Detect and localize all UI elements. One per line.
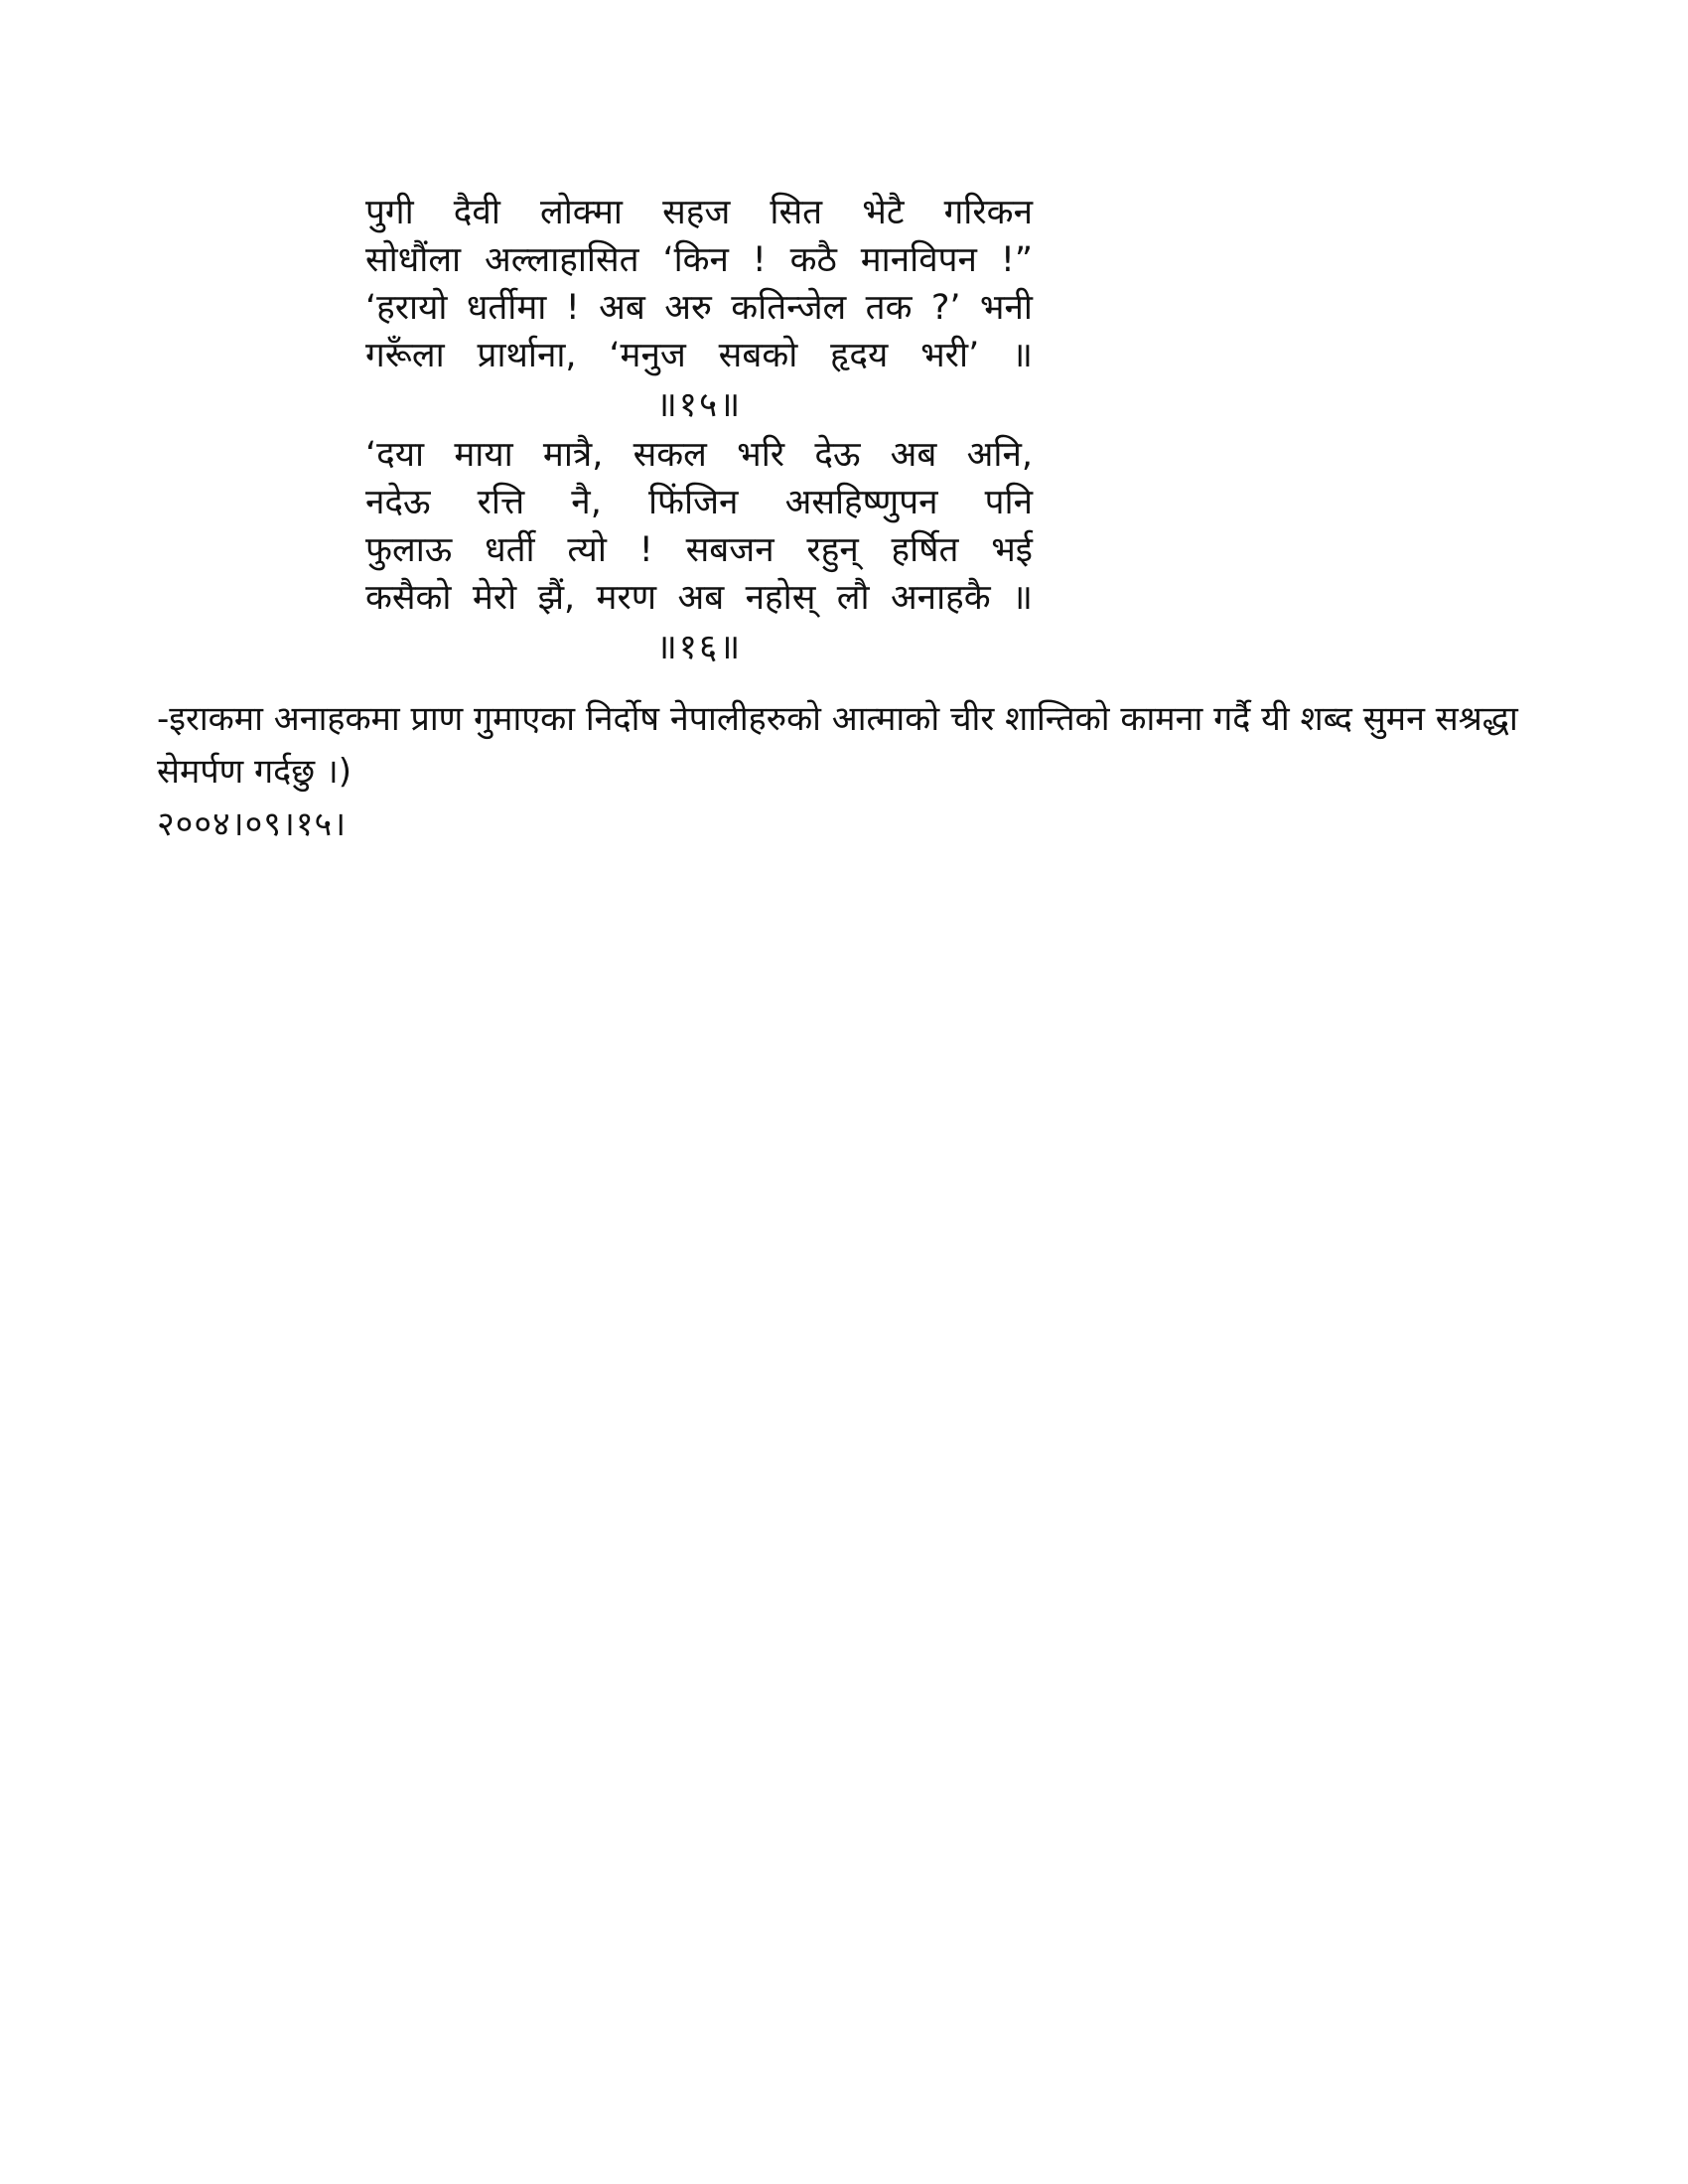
- poem-line: कसैको मेरो झैं, मरण अब नहोस् लौ अनाहकै ॥: [365, 578, 1033, 618]
- verse-number-16: ॥१६॥: [655, 628, 743, 667]
- verse-number-15: ॥१५॥: [655, 385, 743, 425]
- poem-stanza-1: [365, 189, 1033, 431]
- poem-block: [365, 189, 1033, 673]
- poem-line: फुलाऊ धर्ती त्यो ! सबजन रहुन् हर्षित भई: [365, 530, 1033, 570]
- poem-line: सोधौंला अल्लाहासित ‘किन ! कठै मानविपन !”: [365, 240, 1033, 280]
- poem-line: गरूँला प्रार्थाना, ‘मनुज सबको हृदय भरी’ ॥: [365, 336, 1033, 375]
- dedication-note: [157, 693, 1518, 851]
- poem-line: पुगी दैवी लोक्मा सहज सित भेटै गरिकन: [365, 193, 1033, 232]
- poem-line: नदेऊ रत्ति नै, फिंजिन असहिष्णुपन पनि: [365, 483, 1033, 522]
- date-line: २००४।०९।१५।: [157, 804, 348, 844]
- poem-stanza-2: [365, 431, 1033, 673]
- poem-line: ‘दया माया मात्रै, सकल भरि देऊ अब अनि,: [365, 435, 1033, 475]
- poem-line: ‘हरायो धर्तीमा ! अब अरु कतिन्जेल तक ?’ भनी: [365, 288, 1033, 328]
- dedication-line-2: सेमर्पण गर्दछु ।): [157, 752, 352, 792]
- dedication-line-1: -इराकमा अनाहकमा प्राण गुमाएका निर्दोष नेपालीहरुको आत्माको चीर शान्तिको कामना गर्दै यी शब्द सुमन सश्रद्धा: [157, 699, 1518, 739]
